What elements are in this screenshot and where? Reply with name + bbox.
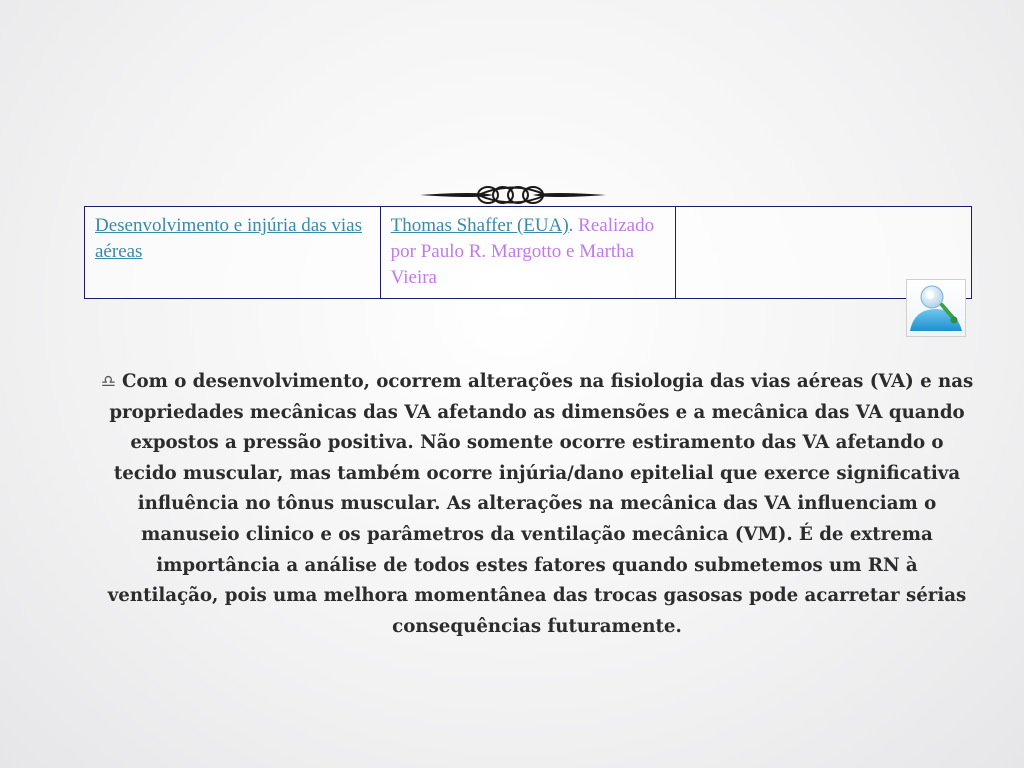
- person-search-icon[interactable]: [906, 279, 966, 337]
- author-link-suffix: .: [568, 215, 574, 236]
- topic-link[interactable]: Desenvolvimento e injúria das vias aéreas: [95, 215, 362, 262]
- paragraph-text: Com o desenvolvimento, ocorrem alterações na fisiologia das vias aéreas (VA) e nas propriedades mecânicas das VA afetando as dimensões e a mecânica das VA quando expostos a pressão positiva. Não somente ocorre estiramento das VA afetando o tecido muscular, mas também ocorre injúria/dano epitelial que exerce significativa influência no tônus muscular. As alterações na mecânica das VA influenciam o manuseio clinico e os parâmetros da ventilação mecânica (VM). É de extrema importância a análise de todos estes fatores quando submetemos um RN à ventilação, pois uma melhora momentânea das trocas gasosas pode acarretar sérias consequências futuramente.: [107, 371, 974, 637]
- body-paragraph: [100, 367, 974, 642]
- table-cell-author: [380, 207, 676, 299]
- reference-table: [84, 206, 972, 299]
- author-link[interactable]: Thomas Shaffer (EUA): [390, 215, 569, 236]
- table-cell-topic: [85, 207, 381, 299]
- table-row: [85, 207, 972, 299]
- bullet-icon: ♎: [100, 372, 117, 392]
- credits-text: Realizado por Paulo R. Margotto e Martha Vieira: [390, 215, 655, 288]
